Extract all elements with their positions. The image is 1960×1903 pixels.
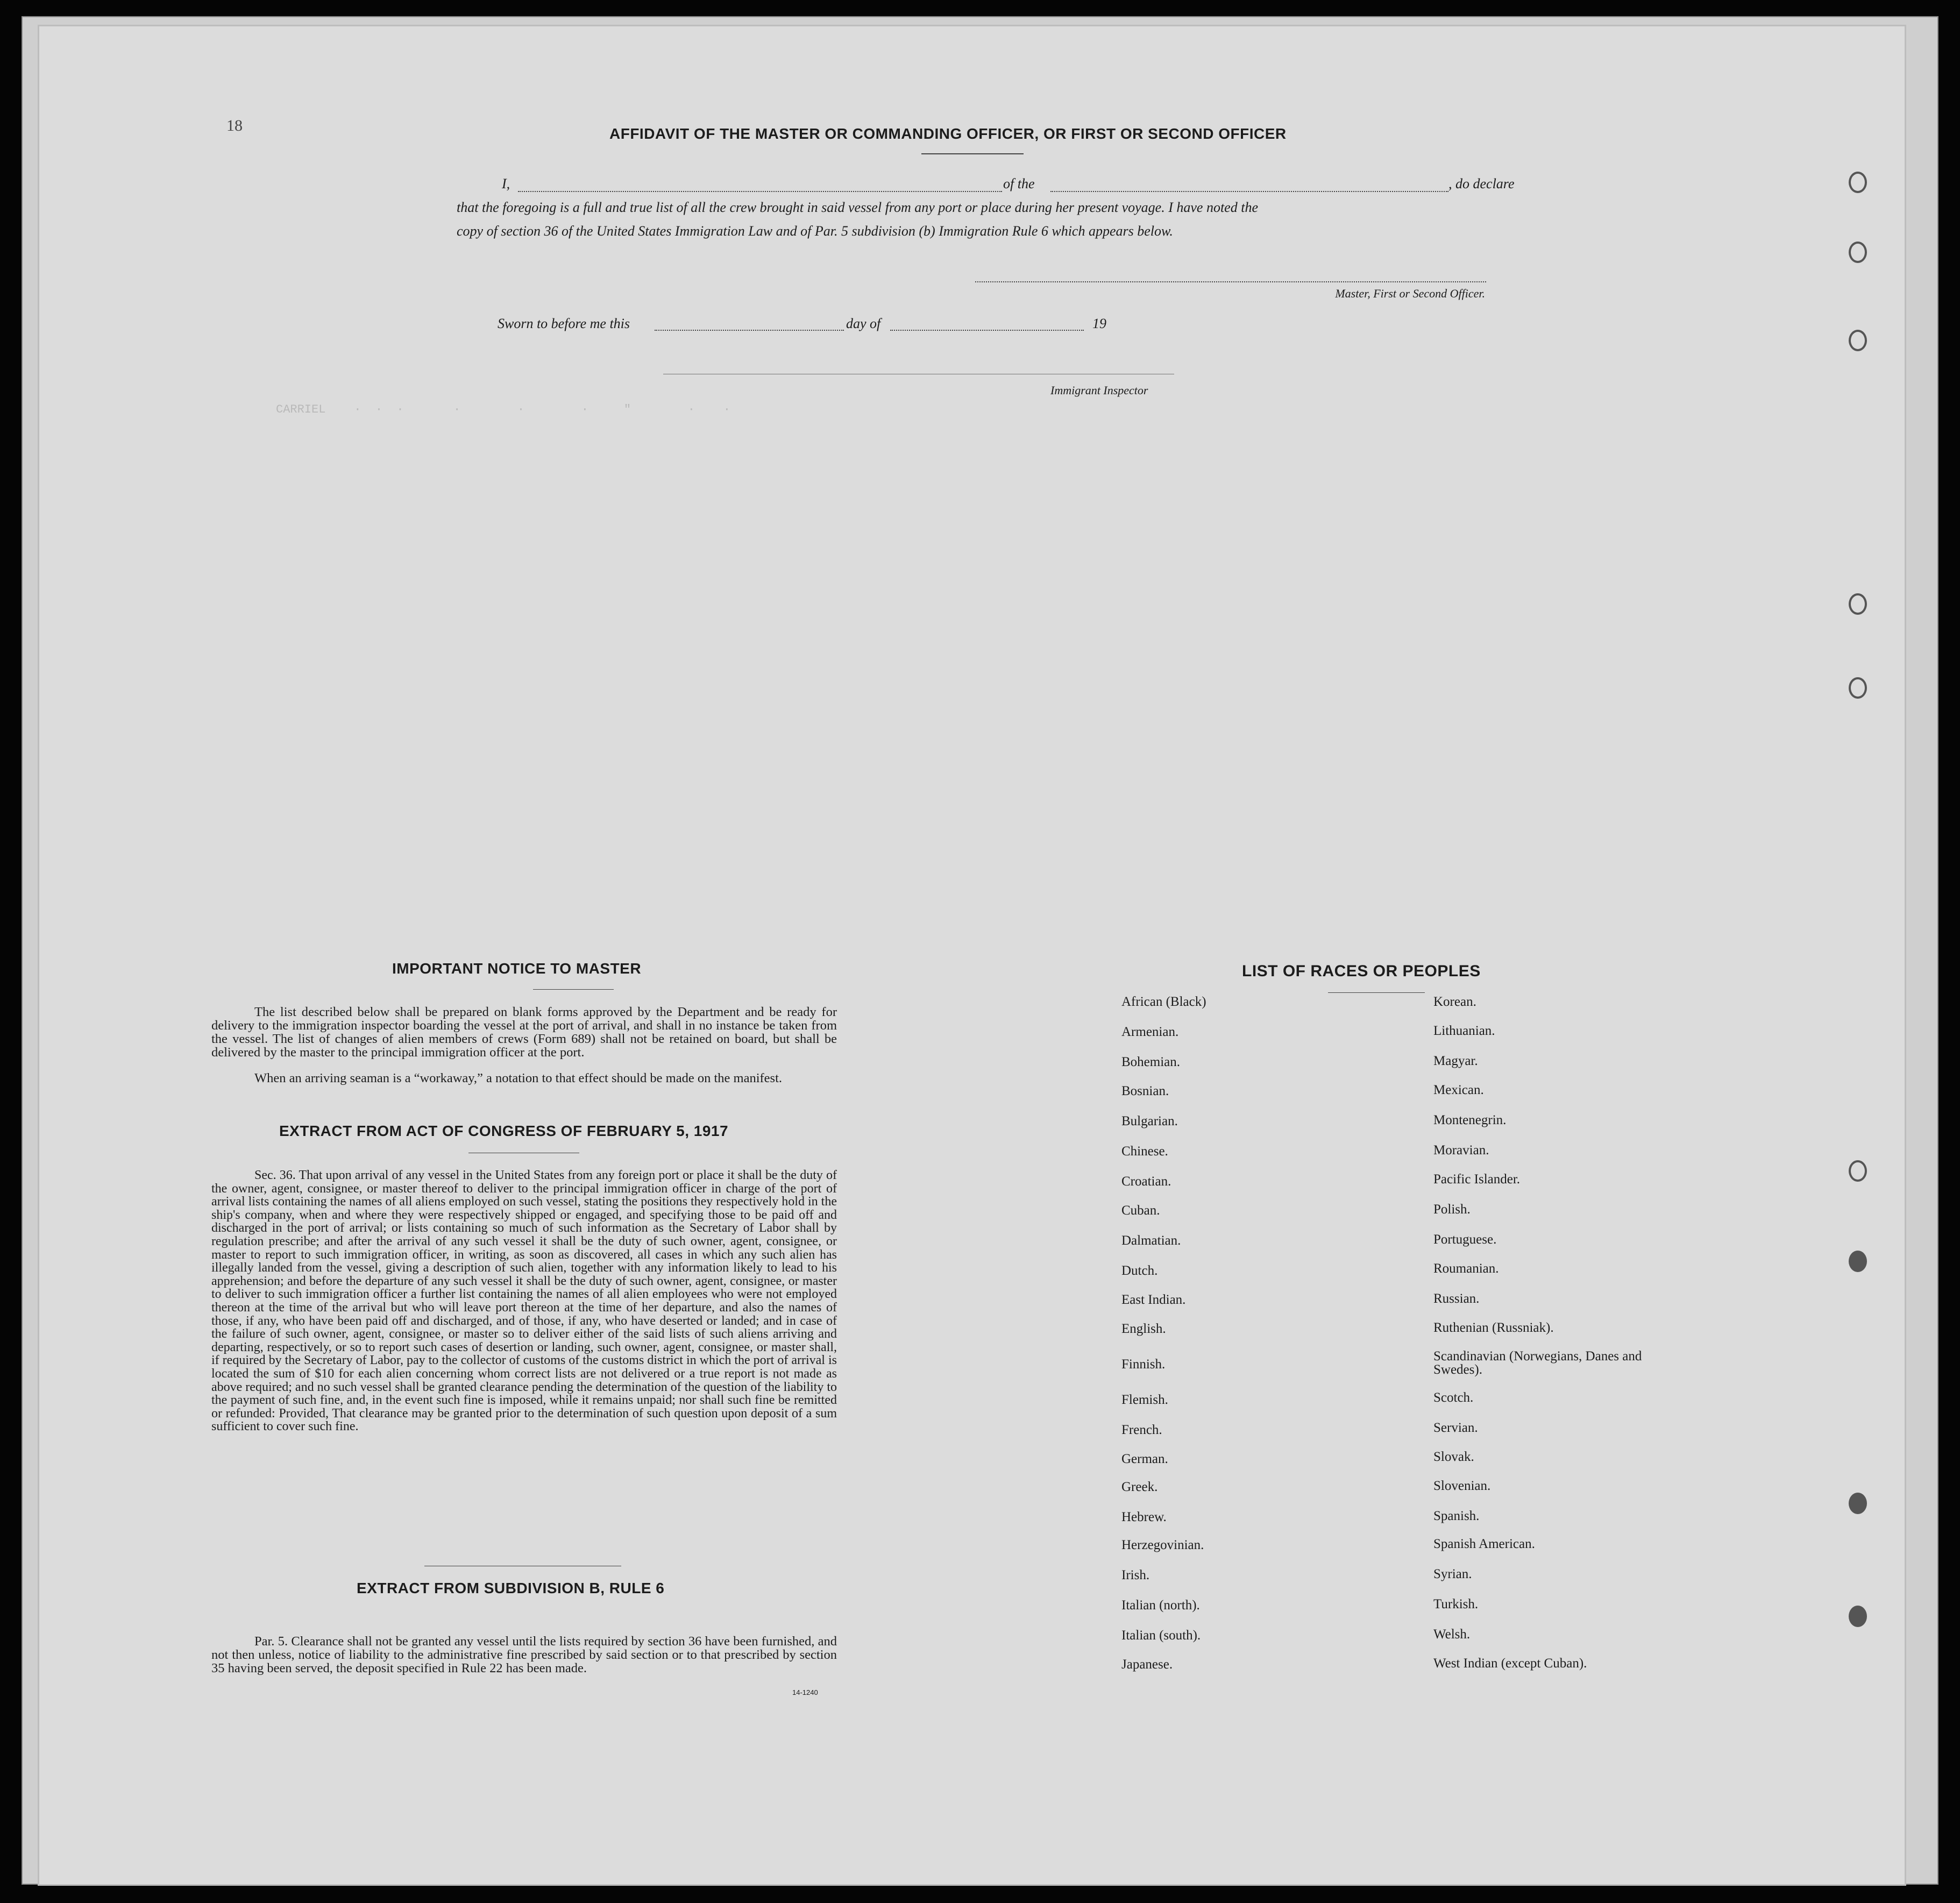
binder-hole-icon (1849, 330, 1867, 351)
race-herzegovinian: Herzegovinian. (1121, 1538, 1204, 1552)
race-ruthenian: Ruthenian (Russniak). (1433, 1320, 1554, 1335)
notice-paragraph-2-text: When an arriving seaman is a “workaway,” a notation to that effect should be made on the manifest. (254, 1071, 783, 1085)
margin-mark: 18 (226, 117, 243, 134)
race-finnish: Finnish. (1121, 1357, 1166, 1372)
race-scotch: Scotch. (1433, 1390, 1474, 1405)
race-spanish-american: Spanish American. (1433, 1537, 1535, 1551)
race-west-indian: West Indian (except Cuban). (1433, 1656, 1587, 1671)
binder-hole-icon (1849, 677, 1867, 699)
affidavit-line2: that the foregoing is a full and true list of all the crew brought in said vessel from any port or place during her present voyage. I have noted the (457, 200, 1258, 215)
declarant-name-field[interactable] (518, 191, 1002, 192)
master-signature-label: Master, First or Second Officer. (1335, 287, 1485, 300)
race-portuguese: Portuguese. (1433, 1232, 1497, 1247)
affidavit-title-divider (921, 153, 1024, 154)
binder-hole-icon (1849, 1251, 1867, 1272)
notice-paragraph-1 (211, 1005, 837, 1059)
extract-rule-body (211, 1635, 837, 1675)
binder-hole-icon (1849, 242, 1867, 263)
race-bulgarian: Bulgarian. (1121, 1114, 1178, 1128)
races-title: LIST OF RACES OR PEOPLES (1242, 962, 1481, 980)
declare-label: , do declare (1448, 176, 1515, 191)
binder-hole-icon (1849, 593, 1867, 615)
race-pacific-islander: Pacific Islander. (1433, 1172, 1521, 1187)
race-polish: Polish. (1433, 1202, 1471, 1217)
race-servian: Servian. (1433, 1421, 1478, 1435)
race-roumanian: Roumanian. (1433, 1261, 1499, 1276)
race-english: English. (1121, 1322, 1166, 1336)
day-of-label: day of (846, 316, 881, 331)
race-bosnian: Bosnian. (1121, 1084, 1169, 1098)
race-armenian: Armenian. (1121, 1025, 1179, 1039)
race-flemish: Flemish. (1121, 1393, 1168, 1407)
notice-title-divider (533, 989, 614, 990)
affidavit-line1 (502, 176, 1524, 197)
race-italian-south: Italian (south). (1121, 1628, 1201, 1643)
race-moravian: Moravian. (1433, 1143, 1489, 1158)
sworn-month-field[interactable] (890, 330, 1084, 331)
race-dalmatian: Dalmatian. (1121, 1233, 1181, 1248)
notice-title: IMPORTANT NOTICE TO MASTER (392, 960, 642, 977)
vessel-name-field[interactable] (1050, 191, 1448, 192)
race-turkish: Turkish. (1433, 1597, 1479, 1611)
race-russian: Russian. (1433, 1291, 1480, 1306)
race-korean: Korean. (1433, 995, 1476, 1009)
race-irish: Irish. (1121, 1568, 1150, 1582)
year-label: 19 (1092, 316, 1106, 331)
race-greek: Greek. (1121, 1480, 1158, 1494)
race-italian-north: Italian (north). (1121, 1598, 1200, 1613)
race-slovak: Slovak. (1433, 1450, 1474, 1464)
race-magyar: Magyar. (1433, 1054, 1478, 1068)
notice-paragraph-2 (211, 1071, 837, 1085)
race-chinese: Chinese. (1121, 1144, 1168, 1159)
inspector-label: Immigrant Inspector (1050, 384, 1148, 397)
race-syrian: Syrian. (1433, 1567, 1472, 1581)
race-mexican: Mexican. (1433, 1083, 1484, 1097)
race-montenegrin: Montenegrin. (1433, 1113, 1507, 1127)
race-east-indian: East Indian. (1121, 1293, 1186, 1307)
notice-paragraph-1-text: The list described below shall be prepared on blank forms approved by the Department and be ready for delivery to the immigration inspector boarding the vessel at the port of arrival, and shall in no instance be taken from the vessel. The list of changes of alien members of crews (Form 689) shall not be retained on board, but shall be delivered by the master to the principal immigration officer at the port. (211, 1005, 837, 1060)
extract-act-title: EXTRACT FROM ACT OF CONGRESS OF FEBRUARY 5, 1917 (279, 1123, 729, 1139)
form-number: 14-1240 (792, 1688, 818, 1696)
race-african: African (Black) (1121, 995, 1206, 1009)
race-german: German. (1121, 1452, 1168, 1466)
races-title-divider (1328, 992, 1425, 993)
race-lithuanian: Lithuanian. (1433, 1024, 1495, 1038)
race-japanese: Japanese. (1121, 1657, 1173, 1672)
race-hebrew: Hebrew. (1121, 1510, 1167, 1524)
extract-rule-title: EXTRACT FROM SUBDIVISION B, RULE 6 (357, 1580, 665, 1596)
extract-act-text: Sec. 36. That upon arrival of any vessel in the United States from any foreign port or place it shall be the duty of the owner, agent, consignee, or master thereof to deliver to the principal immigration officer in charge of the port of arrival lists containing the names of all aliens employed on such vessel, stating the positions they respectively hold in the ship's company, when and where they were respectively shipped or engaged, and specifying those to be paid off and discharged in the port of arrival; or lists containing so much of such information as the Secretary of Labor shall by regulation prescribe; and after the arrival of any such vessel it shall be the duty of such owner, agent, consignee, or master to report to such immigration officer, in writing, as soon as discovered, all cases in which any such alien has illegally landed from the vessel, giving a description of such alien, together with any information likely to lead to his apprehension; and before the departure of any such vessel it shall be the duty of such owner, agent, consignee, or master to deliver to such immigration officer a further list containing the names of all alien employees who were not employed thereon at the time of the arrival but who will leave port thereon at the time of her departure, and also the names of those, if any, who have been paid off and discharged, and of those, if any, who have deserted or landed; and in case of the failure of such owner, agent, consignee, or master so to deliver either of the said lists of such aliens arriving and departing, respectively, or so to report such cases of desertion or landing, such owner, agent, consignee, or master shall, if required by the Secretary of Labor, pay to the collector of customs of the customs district in which the port of arrival is located the sum of $10 for each alien concerning whom correct lists are not delivered or a true report is not made as above required; and no such vessel shall be granted clearance pending the determination of the question of the liability to the payment of such fine, and, in the event such fine is imposed, while it remains unpaid; nor shall such fine be remitted or refunded: Provided, That clearance may be granted prior to the determination of such question upon deposit of a sum sufficient to cover such fine. (211, 1168, 837, 1434)
sworn-line (498, 316, 1197, 337)
race-scandinavian: Scandinavian (Norwegians, Danes and Swedes). (1433, 1349, 1642, 1377)
sworn-label: Sworn to before me this (498, 316, 630, 331)
race-spanish: Spanish. (1433, 1509, 1480, 1523)
form-page: CARRIEL · · · · · · " · · 18 AFFIDAVIT OF THE MASTER OR COMMANDING OFFICER, OR FIRST OR SECOND OFFICER I, of the , do declare that the foregoing is a full and true list of all the crew brought in said vessel from any port or place during her present voyage. I have noted the copy of section 36 of the United States Immigration Law and of Par. 5 subdivision (b) Immigration Rule 6 which appears below. Master, First or Second Officer. Sworn to before me this day of 19 Immigrant Inspector IMPORTANT NOTICE TO MASTER The list described below shall be prepared on blank forms approved by the Department and be ready for delivery to the immigration inspector boarding the vessel at the port of arrival, and shall in no instance be taken from the vessel. The list of changes of alien members of crews (Form 689) shall not be retained on board, but shall be delivered by the master to the principal immigration officer at the port. When an arriving seaman is a “workaway,” a notation to that effect should be made on the manifest. EXTRACT FROM ACT OF CONGRESS OF FEBRUARY 5, 1917 Sec. 36. That upon arrival of any vessel in the United States from any foreign port or place it shall be the duty of the owner, agent, consignee, or master thereof to deliver to the principal immigration officer in charge of the port of arrival lists containing the names of all aliens employed on such vessel, stating the positions they respectively hold in the ship's company, when and where they were respectively shipped or engaged, and specifying those to be paid off and discharged in the port of arrival; or lists containing so much of such information as the Secretary of Labor shall by regulation prescribe; and after the arrival of any such vessel it shall be the duty of such owner, agent, consignee, or master to report to such immigration officer, in writing, as soon as discovered, all cases in which any such alien has illegally landed from the vessel, giving a description of such alien, together with any information likely to lead to his apprehension; and before the departure of any such vessel it shall be the duty of such owner, agent, consignee, or master to deliver to such immigration officer a further list containing the names of all alien employees who were not employed thereon at the time of the arrival but who will leave port thereon at the time of her departure, and also the names of those, if any, who have been paid off and discharged, and of those, if any, who have deserted or landed; and in case of the failure of such owner, agent, consignee, or master so to deliver either of the said lists of such aliens arriving and departing, respectively, or so to report such cases of desertion or landing, such owner, agent, consignee, or master shall, if required by the Secretary of Labor, pay to the collector of customs of the customs district in which the port of arrival is located the sum of $10 for each alien concerning whom correct lists are not delivered or a true report is not made as above required; and no such vessel shall be granted clearance pending the determination of the question of the liability to the payment of such fine, and, in the event such fine is imposed, while it remains unpaid; nor shall such fine be remitted or refunded: Provided, That clearance may be granted prior to the determination of such question upon deposit of a sum sufficient to cover such fine. EXTRACT FROM SUBDIVISION B, RULE 6 Par. 5. Clearance shall not be granted any vessel until the lists required by section 36 have been furnished, and not then unless, notice of liability to the administrative fine prescribed by said section or to that prescribed by section 35 having been served, the deposit specified in Rule 22 has been made. 14-1240 LIST OF RACES OR PEOPLES African (Black) Armenian. Bohemian. Bosnian. Bulgarian. Chinese. Croatian. Cuban. Dalmatian. Dutch. East Indian. English. Finnish. Flemish. French. German. Greek. Hebrew. Herzegovinian. Irish. Italian (north). Italian (south). Japanese. Korean. Lithuanian. Magyar. Mexican. Montenegrin. Moravian. Pacific Islander. Polish. Portuguese. Roumanian. Russian. Ruthenian (Russniak). Scandinavian (Norwegians, Danes and Swedes). Scotch. Servian. Slovak. Slovenian. Spanish. Spanish American. Syrian. Turkish. Welsh. West Indian (except Cuban). (38, 25, 1906, 1886)
binder-hole-icon (1849, 1493, 1867, 1514)
race-bohemian: Bohemian. (1121, 1055, 1181, 1069)
race-croatian: Croatian. (1121, 1174, 1171, 1189)
sworn-day-field[interactable] (655, 330, 844, 331)
of-the-label: of the (1003, 176, 1035, 191)
race-slovenian: Slovenian. (1433, 1479, 1491, 1493)
affidavit-line3: copy of section 36 of the United States Immigration Law and of Par. 5 subdivision (b) Immigration Rule 6 which appears below. (457, 223, 1173, 239)
binder-hole-icon (1849, 172, 1867, 193)
race-cuban: Cuban. (1121, 1203, 1160, 1218)
race-dutch: Dutch. (1121, 1263, 1158, 1278)
extract-act-body (211, 1169, 837, 1433)
binder-hole-icon (1849, 1606, 1867, 1627)
binder-hole-icon (1849, 1160, 1867, 1182)
affidavit-title: AFFIDAVIT OF THE MASTER OR COMMANDING OFFICER, OR FIRST OR SECOND OFFICER (609, 125, 1287, 142)
extract-rule-text: Par. 5. Clearance shall not be granted any vessel until the lists required by section 36 have been furnished, and not then unless, notice of liability to the administrative fine prescribed by said section or to that prescribed by section 35 having been served, the deposit specified in Rule 22 has been made. (211, 1634, 837, 1675)
declarant-prefix: I, (502, 176, 510, 191)
race-french: French. (1121, 1423, 1162, 1437)
master-signature-field[interactable] (975, 281, 1486, 282)
race-welsh: Welsh. (1433, 1627, 1471, 1642)
